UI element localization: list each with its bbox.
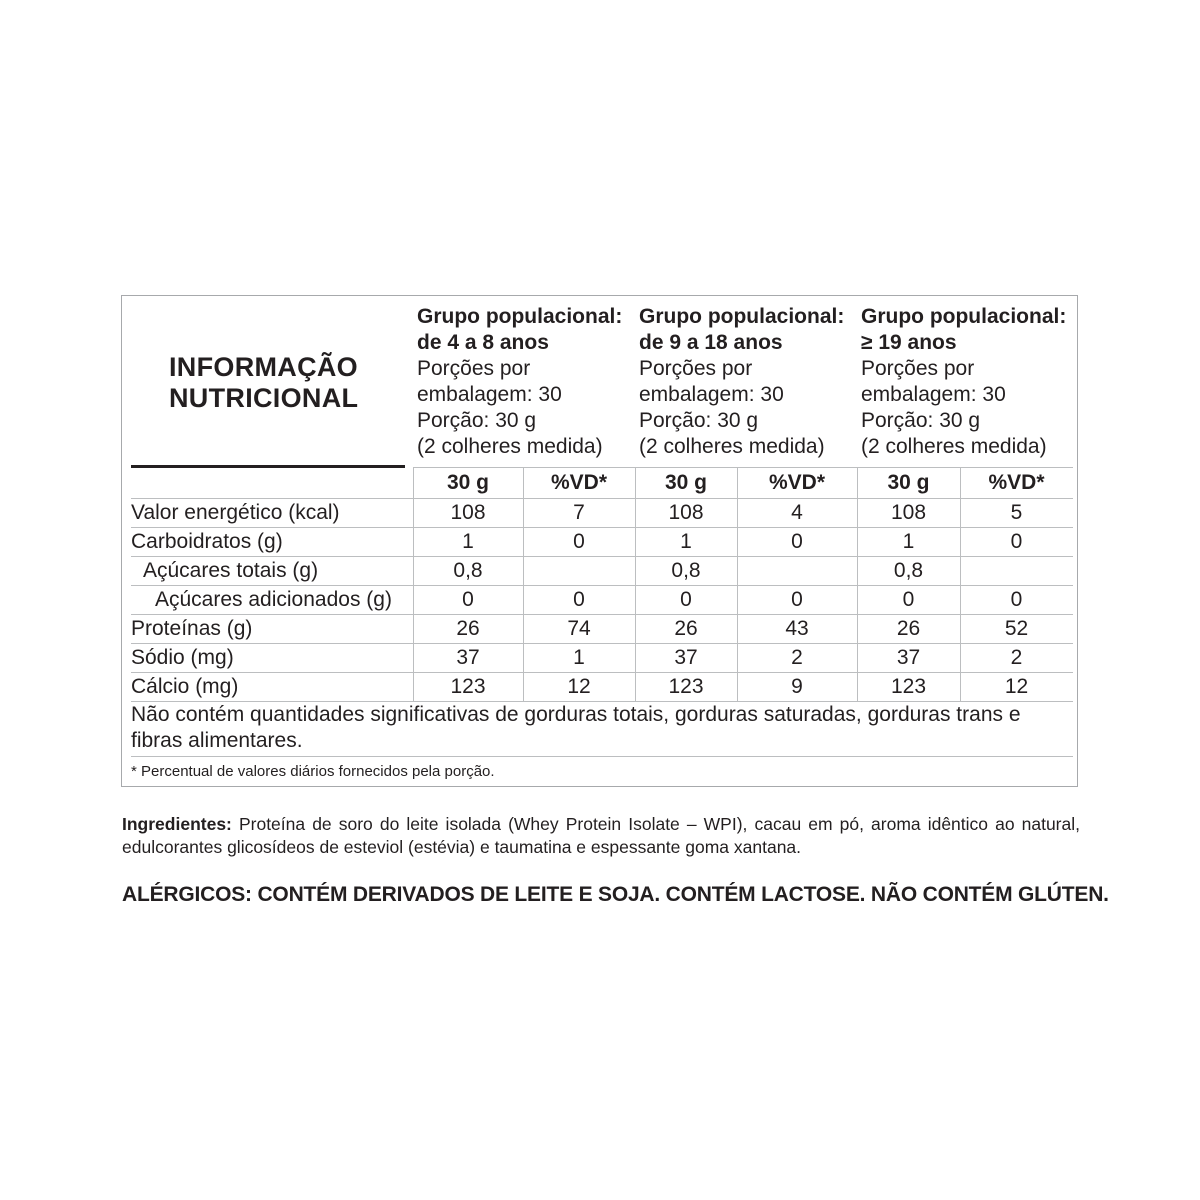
value-cell: 2	[1010, 646, 1023, 669]
value-cell: 74	[567, 617, 591, 640]
nutrient-name: Proteínas (g)	[131, 617, 253, 640]
title-line-2: NUTRICIONAL	[169, 383, 359, 413]
group-title: Grupo populacional:	[639, 305, 845, 328]
value-cell: 37	[896, 646, 921, 669]
value-cell: 0,8	[453, 559, 483, 582]
serving-size: Porção: 30 g	[417, 409, 537, 432]
value-cell: 52	[1004, 617, 1029, 640]
serving-measure: (2 colheres medida)	[861, 434, 1047, 458]
value-cell: 123	[668, 675, 704, 698]
nutrient-name: Açúcares totais (g)	[143, 559, 319, 582]
divider	[131, 756, 1073, 757]
column-header: %VD*	[988, 471, 1045, 494]
group-header-19-plus	[861, 304, 1076, 459]
title-line-1: INFORMAÇÃO	[169, 352, 358, 382]
value-cell: 0	[791, 588, 803, 611]
value-cell: 0	[462, 588, 474, 611]
not-significant-note: Não contém quantidades significativas de gorduras totais, gorduras saturadas, gorduras trans e fibras alimentares.	[131, 703, 1021, 752]
value-cell: 0	[573, 530, 585, 553]
table-row	[122, 527, 1079, 556]
value-cell	[523, 556, 635, 585]
value-cell: 43	[785, 617, 809, 640]
value-cell: 0,8	[671, 559, 701, 582]
column-header: 30 g	[446, 471, 490, 494]
column-header: %VD*	[768, 471, 826, 494]
portions-label: Porções por	[417, 357, 531, 380]
column-header: 30 g	[887, 471, 930, 494]
serving-size: Porção: 30 g	[639, 409, 759, 432]
group-header-9-18	[639, 304, 854, 459]
table-row	[122, 614, 1079, 643]
column-header-row	[122, 468, 1079, 498]
column-header: %VD*	[550, 471, 608, 494]
value-cell: 108	[450, 501, 486, 524]
value-cell: 0	[902, 588, 915, 611]
value-cell: 1	[680, 530, 692, 553]
portions-label: Porções por	[639, 357, 753, 380]
portions-value: embalagem: 30	[639, 382, 784, 406]
serving-measure: (2 colheres medida)	[639, 434, 825, 458]
value-cell: 0	[680, 588, 692, 611]
column-header: 30 g	[664, 471, 708, 494]
allergens-statement: ALÉRGICOS: CONTÉM DERIVADOS DE LEITE E SOJA. CONTÉM LACTOSE. NÃO CONTÉM GLÚTEN.	[122, 883, 1109, 906]
table-row	[122, 556, 1079, 585]
ingredients-text: Proteína de soro do leite isolada (Whey Protein Isolate – WPI), cacau em pó, aroma idêntico ao natural, edulcorantes glicosídeos de esteviol (estévia) e taumatina e espessante goma xantana.	[122, 814, 1080, 857]
value-cell: 0	[1010, 588, 1023, 611]
group-title: Grupo populacional:	[861, 305, 1067, 328]
nutrition-facts-table	[121, 295, 1078, 787]
value-cell: 1	[462, 530, 474, 553]
value-cell: 37	[674, 646, 698, 669]
value-cell: 12	[567, 675, 591, 698]
value-cell: 26	[456, 617, 480, 640]
value-cell: 7	[573, 501, 585, 524]
value-cell	[737, 556, 857, 585]
value-cell: 4	[791, 501, 803, 524]
value-cell: 0,8	[893, 559, 924, 582]
nutrient-name: Valor energético (kcal)	[131, 501, 340, 524]
value-cell: 26	[674, 617, 698, 640]
group-header-4-8	[417, 304, 632, 459]
value-cell: 0	[791, 530, 803, 553]
group-title: Grupo populacional:	[417, 305, 623, 328]
group-age: de 4 a 8 anos	[417, 330, 549, 354]
nutrient-name: Açúcares adicionados (g)	[155, 588, 392, 611]
value-cell: 37	[456, 646, 480, 669]
portions-value: embalagem: 30	[417, 382, 562, 406]
nutrient-name: Carboidratos (g)	[131, 530, 283, 553]
value-cell: 9	[791, 675, 803, 698]
value-cell	[960, 556, 1073, 585]
value-cell: 2	[791, 646, 803, 669]
value-cell: 1	[573, 646, 585, 669]
group-age: de 9 a 18 anos	[639, 330, 783, 354]
value-cell: 108	[668, 501, 704, 524]
table-title	[169, 352, 429, 414]
portions-label: Porções por	[861, 357, 975, 380]
value-cell: 5	[1010, 501, 1023, 524]
ingredients-label: Ingredientes:	[122, 814, 232, 834]
table-row	[122, 498, 1079, 527]
table-row	[122, 585, 1079, 614]
value-cell: 26	[896, 617, 921, 640]
nutrient-name: Cálcio (mg)	[131, 675, 239, 698]
value-cell: 0	[1010, 530, 1023, 553]
serving-size: Porção: 30 g	[861, 409, 981, 432]
value-cell: 123	[890, 675, 927, 698]
value-cell: 108	[890, 501, 927, 524]
value-cell: 12	[1004, 675, 1029, 698]
group-age: ≥ 19 anos	[861, 330, 957, 354]
table-row	[122, 643, 1079, 672]
serving-measure: (2 colheres medida)	[417, 434, 603, 458]
value-cell: 1	[902, 530, 915, 553]
table-row	[122, 672, 1079, 701]
value-cell: 123	[450, 675, 486, 698]
value-cell: 0	[573, 588, 585, 611]
nutrient-name: Sódio (mg)	[131, 646, 234, 669]
portions-value: embalagem: 30	[861, 382, 1006, 406]
ingredients-paragraph	[122, 813, 1080, 859]
footnote: * Percentual de valores diários fornecidos pela porção.	[131, 763, 495, 780]
